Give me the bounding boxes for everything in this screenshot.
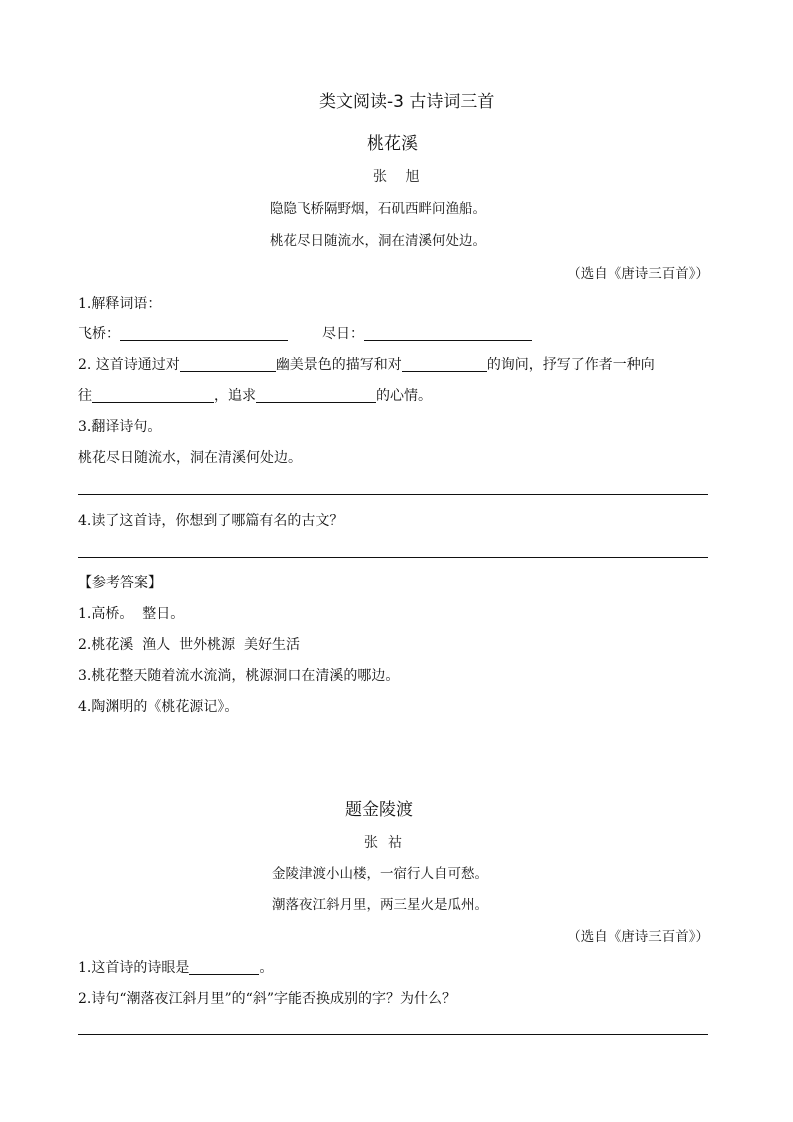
term-jinri: 尽日： [322,326,364,342]
poem2-source: （选自《唐诗三百首》） [567,929,709,945]
question-2-text-d: 往 [78,388,92,404]
answer-line-q3[interactable] [78,494,708,495]
answer-blank-q2-4[interactable] [256,387,376,403]
poem1-source: （选自《唐诗三百首》） [567,266,709,282]
answer-blank-jinri[interactable] [364,325,532,341]
answer-3: 3.桃花整天随着流水流淌，桃源洞口在清溪的哪边。 [78,668,400,684]
poem1-line-1: 隐隐飞桥隔野烟，石矶西畔问渔船。 [270,201,486,217]
answer-line-poem2-q2[interactable] [78,1034,708,1035]
question-2-text-c: 的询问，抒写了作者一种向 [486,357,655,373]
answer-line-q4[interactable] [78,557,708,558]
poem2-question-1-end: 。 [259,960,274,976]
answer-key-header: 【参考答案】 [78,575,162,591]
answer-blank-feiqiao[interactable] [120,325,288,341]
answer-4: 4.陶渊明的《桃花源记》。 [78,699,239,715]
answer-blank-poem-eye[interactable] [189,959,259,975]
question-2-text-f: 的心情。 [376,388,432,404]
poem2-title: 题金陵渡 [345,800,413,820]
poem1-author: 张 旭 [373,169,427,185]
question-2-text-e: ，追求 [214,388,256,404]
question-2-text-a: 2. 这首诗通过对 [78,357,180,373]
question-4: 4.读了这首诗，你想到了哪篇有名的古文？ [78,513,344,529]
question-3: 3.翻译诗句。 [78,419,162,435]
term-feiqiao: 飞桥： [78,326,120,342]
poem2-line-1: 金陵津渡小山楼，一宿行人自可愁。 [272,866,488,882]
poem2-line-2: 潮落夜江斜月里，两三星火是瓜州。 [272,897,488,913]
poem2-question-1 [78,957,273,977]
question-1-label: 1.解释词语： [78,296,162,312]
question-2-line-2 [78,385,432,405]
answer-blank-q2-1[interactable] [180,356,276,372]
poem2-question-2: 2.诗句“潮落夜江斜月里”的“斜”字能否换成别的字？为什么？ [78,991,456,1007]
answer-1: 1.高桥。 整日。 [78,606,185,622]
question-2-line-1 [78,354,655,374]
answer-blank-q2-3[interactable] [92,387,214,403]
question-3-verse: 桃花尽日随流水，洞在清溪何处边。 [78,450,302,466]
question-1-terms [78,323,532,343]
answer-blank-q2-2[interactable] [402,356,487,372]
document-title: 类文阅读-3 古诗词三首 [319,92,495,112]
poem2-question-1-text: 1.这首诗的诗眼是 [78,960,190,976]
poem1-title: 桃花溪 [367,134,418,154]
poem1-line-2: 桃花尽日随流水，洞在清溪何处边。 [270,233,486,249]
poem2-author: 张 祜 [364,835,405,851]
answer-2: 2.桃花溪 渔人 世外桃源 美好生活 [78,637,301,653]
question-2-text-b: 幽美景色的描写和对 [275,357,402,373]
